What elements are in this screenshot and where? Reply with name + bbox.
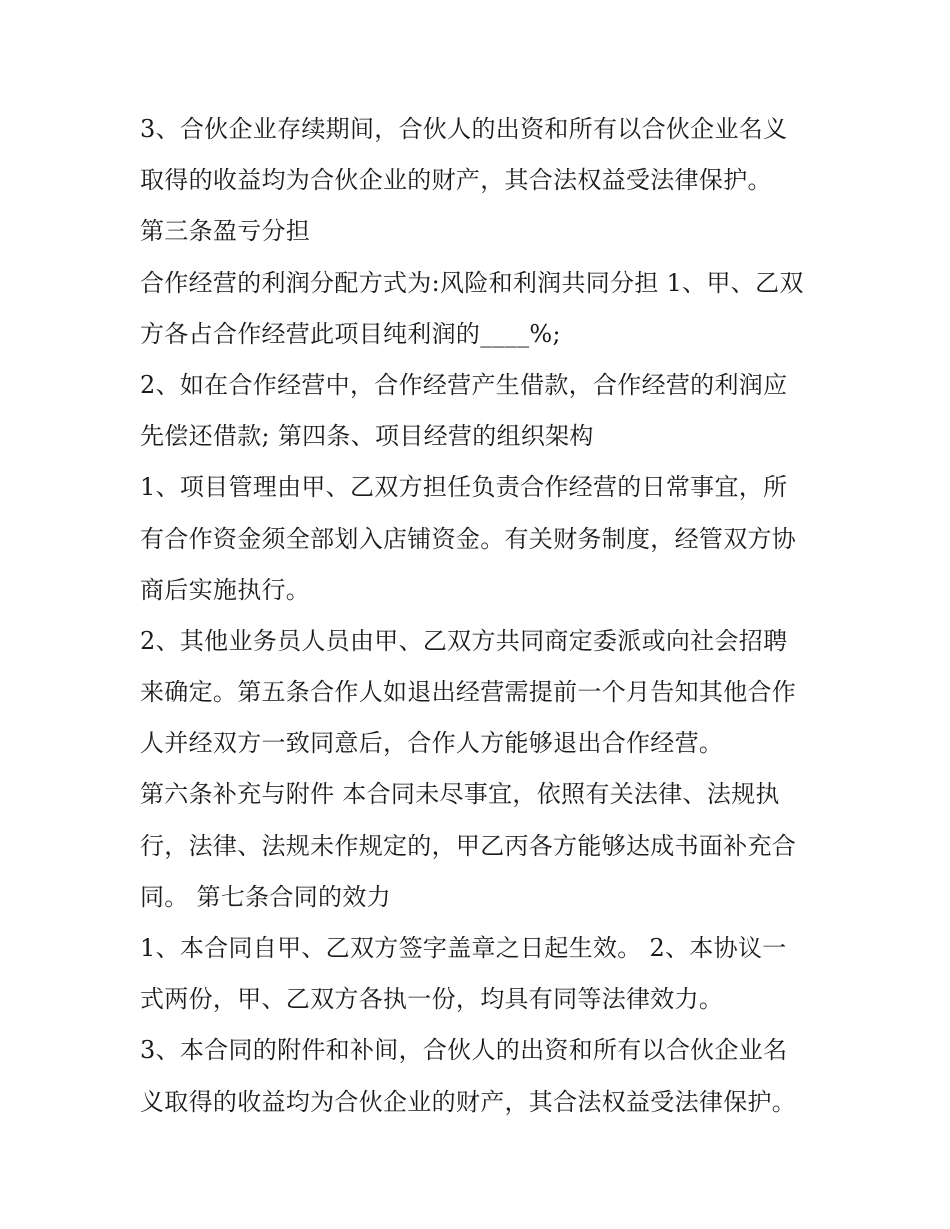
- text-line: 人并经双方一致同意后，合作人方能够退出合作经营。: [140, 729, 724, 758]
- text-line: 商后实施执行。: [140, 575, 311, 604]
- text-line: 1、本合同自甲、乙双方签字盖章之日起生效。 2、本协议一: [140, 934, 787, 962]
- text-line: 3、合伙企业存续期间，合伙人的出资和所有以合伙企业名义: [140, 115, 788, 143]
- text-line: 取得的收益均为合伙企业的财产，其合法权益受法律保护。: [140, 166, 772, 195]
- text-line: 2、其他业务员人员由甲、乙双方共同商定委派或向社会招聘: [140, 626, 788, 655]
- text-line: 合作经营的利润分配方式为:风险和利润共同分担 1、甲、乙双: [140, 268, 804, 297]
- text-line: 第六条补充与附件 本合同未尽事宜，依照有关法律、法规执: [140, 780, 780, 809]
- text-line: 式两份，甲、乙双方各执一份，均具有同等法律效力。: [140, 985, 724, 1014]
- text-line: 有合作资金须全部划入店铺资金。有关财务制度，经管双方协: [140, 524, 797, 553]
- text-line: 同。 第七条合同的效力: [140, 882, 391, 911]
- text-line: 来确定。第五条合作人如退出经营需提前一个月告知其他合作: [140, 678, 797, 707]
- document-body: [140, 104, 820, 1128]
- section-heading: 第三条盈亏分担: [140, 217, 311, 246]
- text-line: 义取得的收益均为合伙企业的财产，其合法权益受法律保护。: [140, 1087, 797, 1116]
- text-line: 方各占合作经营此项目纯利润的____%;: [140, 319, 561, 348]
- text-line: 先偿还借款; 第四条、项目经营的组织架构: [140, 422, 594, 451]
- text-line: 3、本合同的附件和补间，合伙人的出资和所有以合伙企业名: [140, 1036, 788, 1065]
- text-line: 2、如在合作经营中，合作经营产生借款，合作经营的利润应: [140, 370, 788, 399]
- text-line: 1、项目管理由甲、乙双方担任负责合作经营的日常事宜，所: [140, 473, 788, 502]
- text-line: 行，法律、法规未作规定的，甲乙丙各方能够达成书面补充合: [140, 831, 797, 860]
